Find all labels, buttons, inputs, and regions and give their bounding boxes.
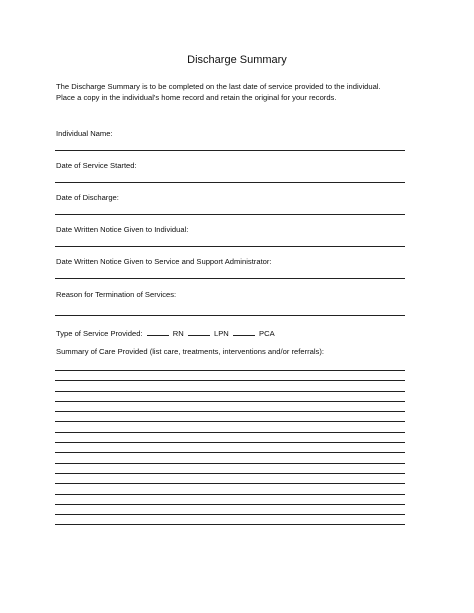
rn-blank[interactable] bbox=[147, 327, 169, 336]
notice-individual-label: Date Written Notice Given to Individual: bbox=[56, 225, 189, 234]
summary-writing-line[interactable] bbox=[55, 452, 405, 453]
individual-name-label: Individual Name: bbox=[56, 129, 113, 138]
date-of-discharge-field[interactable] bbox=[55, 214, 405, 215]
date-service-started-label: Date of Service Started: bbox=[56, 161, 137, 170]
summary-writing-line[interactable] bbox=[55, 463, 405, 464]
service-type-row bbox=[56, 327, 275, 338]
document-title: Discharge Summary bbox=[187, 54, 287, 66]
summary-writing-line[interactable] bbox=[55, 483, 405, 484]
summary-writing-line[interactable] bbox=[55, 504, 405, 505]
date-service-started-field[interactable] bbox=[55, 182, 405, 183]
summary-writing-line[interactable] bbox=[55, 401, 405, 402]
notice-individual-field[interactable] bbox=[55, 246, 405, 247]
summary-writing-line[interactable] bbox=[55, 370, 405, 371]
summary-writing-line[interactable] bbox=[55, 524, 405, 525]
reason-termination-field[interactable] bbox=[55, 315, 405, 316]
pca-option-label: PCA bbox=[259, 329, 275, 338]
summary-writing-line[interactable] bbox=[55, 494, 405, 495]
summary-label: Summary of Care Provided (list care, treatments, interventions and/or referrals): bbox=[56, 347, 324, 356]
service-type-label: Type of Service Provided: bbox=[56, 329, 143, 338]
summary-writing-line[interactable] bbox=[55, 421, 405, 422]
summary-writing-line[interactable] bbox=[55, 380, 405, 381]
summary-writing-line[interactable] bbox=[55, 473, 405, 474]
summary-writing-line[interactable] bbox=[55, 432, 405, 433]
notice-ssa-field[interactable] bbox=[55, 278, 405, 279]
lpn-option-label: LPN bbox=[214, 329, 229, 338]
summary-writing-line[interactable] bbox=[55, 442, 405, 443]
individual-name-field[interactable] bbox=[55, 150, 405, 151]
date-of-discharge-label: Date of Discharge: bbox=[56, 193, 119, 202]
summary-lined-area[interactable] bbox=[55, 370, 405, 535]
notice-ssa-label: Date Written Notice Given to Service and Support Administrator: bbox=[56, 257, 272, 266]
intro-line-1: The Discharge Summary is to be completed on the last date of service provided to the individual. bbox=[56, 82, 381, 91]
summary-writing-line[interactable] bbox=[55, 391, 405, 392]
reason-termination-label: Reason for Termination of Services: bbox=[56, 290, 177, 299]
rn-option-label: RN bbox=[172, 329, 184, 338]
summary-writing-line[interactable] bbox=[55, 411, 405, 412]
lpn-blank[interactable] bbox=[188, 327, 210, 336]
summary-writing-line[interactable] bbox=[55, 514, 405, 515]
intro-paragraph bbox=[56, 81, 416, 103]
pca-blank[interactable] bbox=[233, 327, 255, 336]
intro-line-2: Place a copy in the individual's home record and retain the original for your records. bbox=[56, 93, 337, 102]
